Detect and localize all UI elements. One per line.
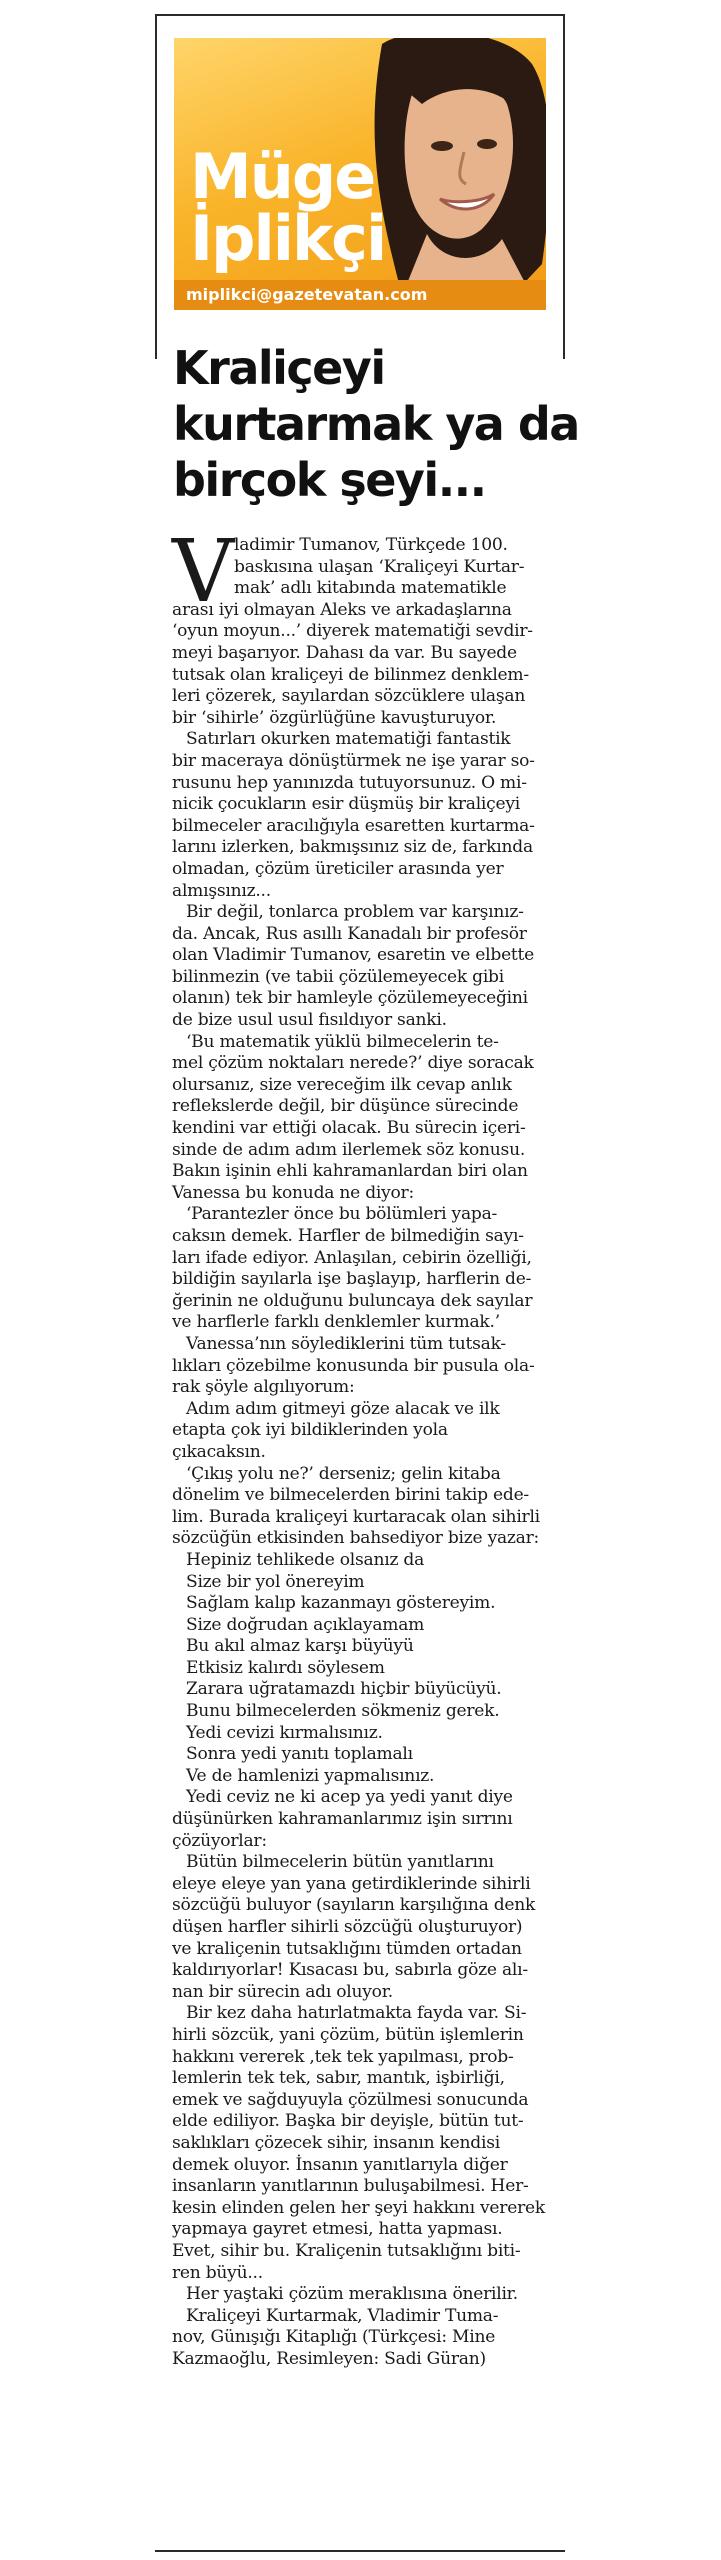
article-line: sinde de adım adım ilerlemek söz konusu.	[172, 1139, 526, 1160]
article-line: bir ‘sihirle’ özgürlüğüne kavuşturuyor.	[172, 707, 497, 728]
article-line: Yedi cevizi kırmalısınız.	[186, 1722, 383, 1743]
article-line: saklıkları çözecek sihir, insanın kendisi	[172, 2132, 500, 2153]
article-line: olanın) tek bir hamleyle çözülemeyeceğini	[172, 988, 528, 1009]
article-line: ‘oyun moyun...’ diyerek matematiği sevdir-	[172, 621, 533, 642]
column-frame-left	[155, 14, 157, 359]
columnist-first-name: Müge	[190, 140, 375, 213]
article-line: Bir değil, tonlarca problem var karşınız-	[186, 902, 524, 923]
article-line: Her yaştaki çözüm meraklısına önerilir.	[186, 2284, 518, 2305]
article-line: düşen harfler sihirli sözcüğü oluşturuyor)	[172, 1917, 523, 1937]
article-line: düşünürken kahramanlarımız işin sırrını	[172, 1809, 513, 1830]
article-line: da. Ancak, Rus asıllı Kanadalı bir profesör	[172, 923, 527, 944]
article-line: hakkını vererek ,tek tek yapılması, prob-	[172, 2046, 514, 2067]
article-line: almışsınız...	[172, 880, 271, 901]
article-line: çıkacaksın.	[172, 1441, 266, 1462]
article-line: nicik çocukların esir düşmüş bir kraliçeyi	[172, 794, 520, 815]
article-line: ren büyü...	[172, 2262, 263, 2283]
columnist-email[interactable]: miplikci@gazetevatan.com	[174, 280, 546, 310]
article-line: mak’ adlı kitabında matematikle	[234, 578, 507, 599]
article-body	[172, 522, 560, 2370]
article-line: Ve de hamlenizi yapmalısınız.	[186, 1765, 435, 1786]
article-line: kesin elinden gelen her şeyi hakkını vererek	[172, 2197, 545, 2218]
article-line: bir maceraya dönüştürmek ne işe yarar so-	[172, 750, 535, 771]
article-line: olan Vladimir Tumanov, esaretin ve elbette	[172, 945, 535, 966]
article-line: Bütün bilmecelerin bütün yanıtlarını	[186, 1852, 494, 1873]
article-line: elde ediliyor. Başka bir deyişle, bütün tut-	[172, 2111, 524, 2132]
columnist-name	[190, 140, 386, 275]
article-line: kaldırıyorlar! Kısacası bu, sabırla göze alı-	[172, 1960, 528, 1981]
article-line: bildiğin sayılarla işe başlayıp, harflerin de-	[172, 1269, 532, 1290]
article-line: Bunu bilmecelerden sökmeniz gerek.	[186, 1701, 500, 1722]
article-line: bilinmezin (ve tabii çözülemeyecek gibi	[172, 966, 504, 987]
article-line: Satırları okurken matematiği fantastik	[186, 729, 511, 750]
headline	[173, 340, 579, 508]
article-line: hirli sözcük, yani çözüm, bütün işlemlerin	[172, 2024, 524, 2045]
article-line: sözcüğün etkisinden bahsediyor bize yazar:	[172, 1528, 540, 1549]
column-frame-top	[155, 14, 563, 16]
article-line: demek oluyor. İnsanın yanıtlarıyla diğer	[172, 2154, 508, 2175]
columnist-last-name: İplikçi	[190, 202, 386, 275]
article-line: rusunu hep yanınızda tutuyorsunuz. O mi-	[172, 772, 527, 793]
article-line: Etkisiz kalırdı söylesem	[186, 1657, 385, 1678]
article-line: ları ifade ediyor. Anlaşılan, cebirin özelliği,	[172, 1247, 532, 1268]
article-line: olmadan, çözüm üreticiler arasında yer	[172, 858, 504, 879]
article-line: Bakın işinin ehli kahramanlardan biri olan	[172, 1161, 528, 1182]
article-line: Sağlam kalıp kazanmayı göstereyim.	[186, 1593, 496, 1614]
article-line: Adım adım gitmeyi göze alacak ve ilk	[186, 1398, 500, 1419]
article-line: mel çözüm noktaları nerede?’ diye soracak	[172, 1053, 534, 1074]
drop-cap: V	[172, 522, 235, 622]
article-line: Yedi ceviz ne ki acep ya yedi yanıt diye	[186, 1787, 513, 1808]
article-line: dönelim ve bilmecelerden birini takip ede-	[172, 1485, 529, 1506]
article-line: Kraliçeyi Kurtarmak, Vladimir Tuma-	[186, 2305, 499, 2326]
article-line: de bize usul usul fısıldıyor sanki.	[172, 1010, 447, 1031]
article-line: Evet, sihir bu. Kraliçenin tutsaklığını biti-	[172, 2240, 521, 2261]
column-frame-bottom	[155, 2550, 565, 2552]
article-line: meyi başarıyor. Dahası da var. Bu sayede	[172, 642, 517, 663]
article-line: rak şöyle algılıyorum:	[172, 1377, 355, 1398]
article-line: lıkları çözebilme konusunda bir pusula ola-	[172, 1355, 535, 1376]
article-line: Bu akıl almaz karşı büyüyü	[186, 1636, 414, 1657]
article-line: olursanız, size vereceğim ilk cevap anlık	[172, 1074, 512, 1095]
article-line: leri çözerek, sayılardan sözcüklere ulaşan	[172, 686, 526, 707]
article-line: Size doğrudan açıklayamam	[186, 1614, 425, 1635]
article-line: ve kraliçenin tutsaklığını tümden ortadan	[172, 1938, 522, 1959]
article-line: ve harflerle farklı denklemler kurmak.’	[172, 1312, 500, 1333]
columnist-banner	[174, 38, 546, 310]
article-line: Bir kez daha hatırlatmakta fayda var. Si-	[186, 2003, 527, 2024]
article-line: ‘Parantezler önce bu bölümleri yapa-	[186, 1204, 498, 1225]
article-line: Zarara uğratamazdı hiçbir büyücüyü.	[186, 1679, 502, 1700]
article-line: lemlerin tek tek, sabır, mantık, işbirliği,	[172, 2068, 505, 2089]
article-line: Sonra yedi yanıtı toplamalı	[186, 1744, 413, 1765]
article-line: eleye eleye yan yana getirdiklerinde sihirli	[172, 1873, 531, 1894]
article-line: caksın demek. Harfler de bilmediğin sayı-	[172, 1226, 524, 1246]
article-line: ‘Bu matematik yüklü bilmecelerin te-	[186, 1031, 499, 1052]
article-line: etapta çok iyi bildiklerinden yola	[172, 1420, 448, 1441]
article-line: sözcüğü buluyor (sayıların karşılığına denk	[172, 1895, 536, 1916]
article-line: kendini var ettiği olacak. Bu sürecin içeri-	[172, 1118, 526, 1139]
article-line: yapmaya gayret etmesi, hatta yapması.	[172, 2219, 503, 2240]
article-line: Kazmaoğlu, Resimleyen: Sadi Güran)	[172, 2348, 486, 2369]
column-frame-right	[563, 14, 565, 359]
article-line: ğerinin ne olduğunu buluncaya dek sayılar	[172, 1290, 533, 1311]
article-line: lim. Burada kraliçeyi kurtaracak olan sihirli	[172, 1506, 540, 1527]
article-line: tutsak olan kraliçeyi de bilinmez denklem-	[172, 664, 529, 685]
article-line: insanların yanıtlarının buluşabilmesi. Her-	[172, 2176, 529, 2197]
headline-line: Kraliçeyi	[173, 341, 385, 395]
article-line: nov, Günışığı Kitaplığı (Türkçesi: Mine	[172, 2327, 496, 2348]
article-line: emek ve sağduyuyla çözülmesi sonucunda	[172, 2089, 529, 2110]
article-line: ladimir Tumanov, Türkçede 100.	[234, 535, 508, 555]
article-line: ‘Çıkış yolu ne?’ derseniz; gelin kitaba	[186, 1463, 501, 1484]
article-line: Vanessa’nın söylediklerini tüm tutsak-	[186, 1333, 506, 1354]
headline-line: kurtarmak ya da	[173, 397, 579, 451]
article-line: arası iyi olmayan Aleks ve arkadaşlarına	[172, 599, 512, 620]
article-line: bilmeceler aracılığıyla esaretten kurtarma-	[172, 815, 535, 836]
headline-line: birçok şeyi...	[173, 453, 486, 507]
article-line: baskısına ulaşan ‘Kraliçeyi Kurtar-	[234, 556, 525, 577]
article-line: Hepiniz tehlikede olsanız da	[186, 1549, 425, 1570]
article-line: nan bir sürecin adı oluyor.	[172, 1981, 393, 2002]
article-line: Vanessa bu konuda ne diyor:	[172, 1182, 414, 1203]
article-line: çözüyorlar:	[172, 1830, 267, 1851]
article-line: larını izlerken, bakmışsınız siz de, farkında	[172, 837, 533, 858]
article-line: Size bir yol önereyim	[186, 1571, 365, 1592]
article-line: reflekslerde değil, bir düşünce sürecinde	[172, 1096, 519, 1117]
